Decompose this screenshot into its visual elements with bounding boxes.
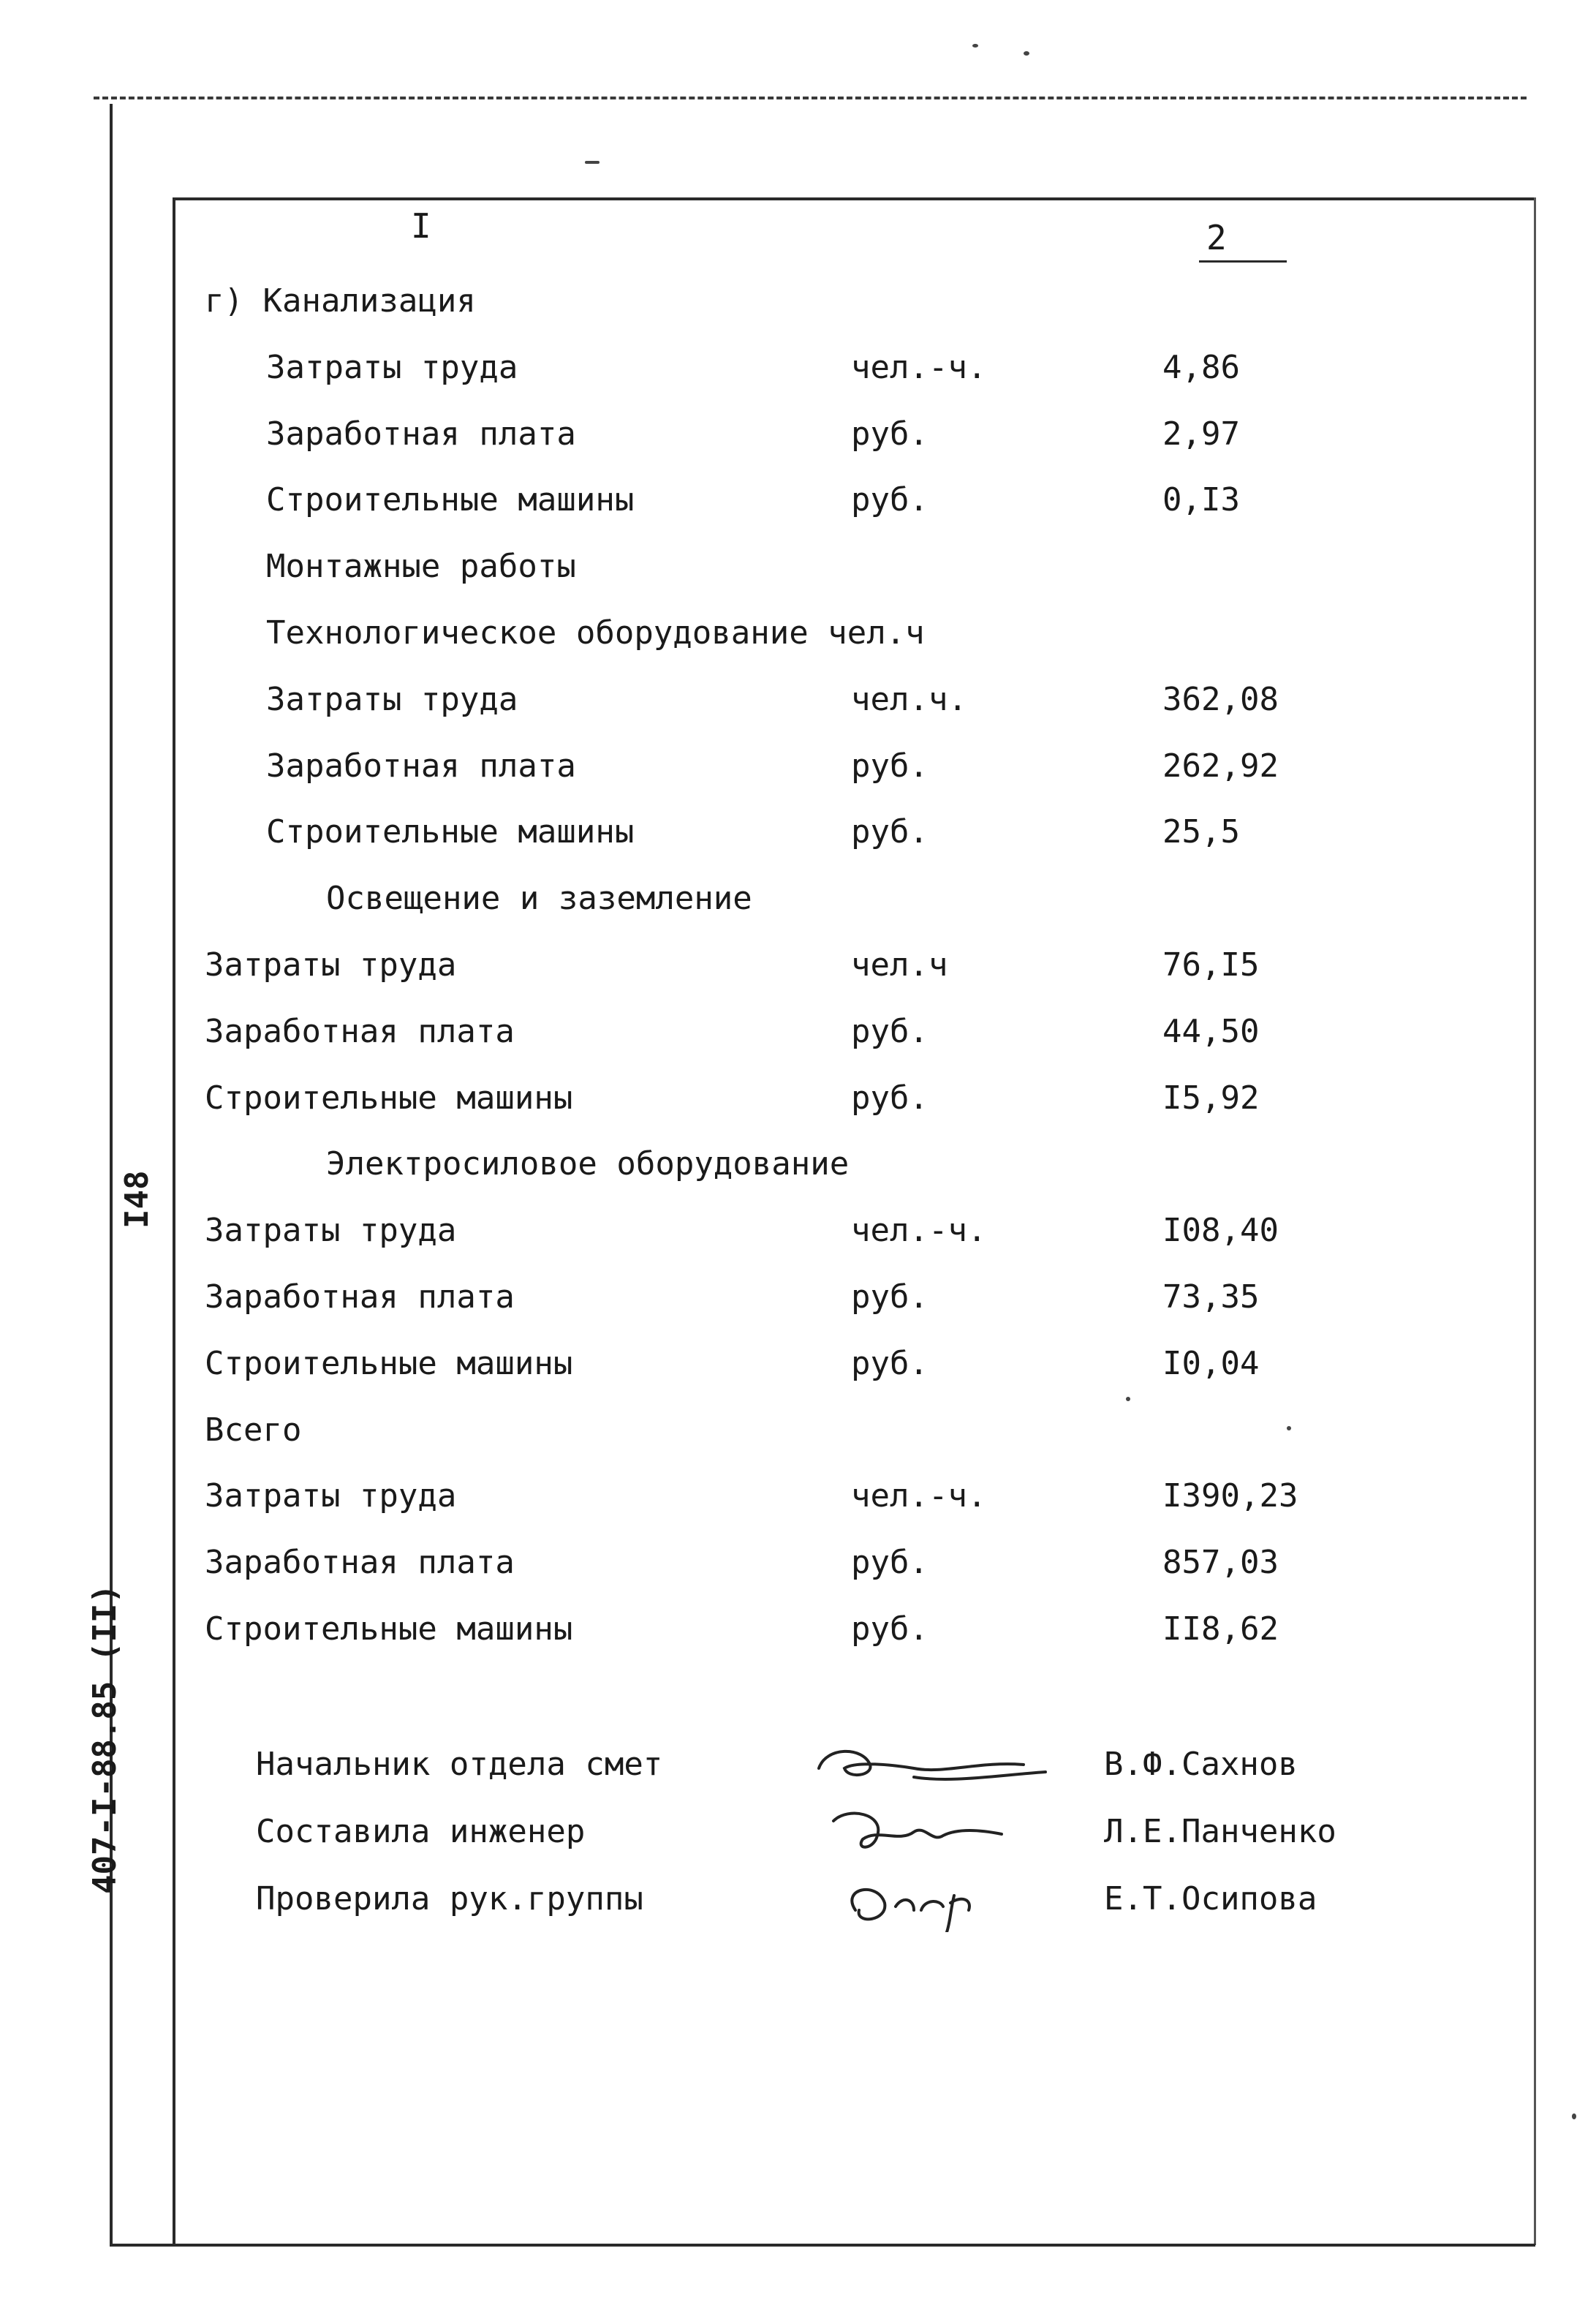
row-label: Заработная плата [266, 415, 576, 453]
scan-speck [1024, 51, 1029, 56]
column-header-1: I [411, 206, 431, 246]
signature-row [0, 1732, 1596, 1798]
table-row [0, 538, 1596, 596]
row-unit: руб. [851, 1079, 929, 1117]
row-label: Строительные машины [266, 481, 635, 519]
row-value: I390,23 [1162, 1477, 1298, 1515]
row-label: г) Канализация [205, 282, 476, 320]
row-unit: руб. [851, 1344, 929, 1382]
table-row [0, 1135, 1596, 1193]
row-label: Заработная плата [205, 1012, 515, 1050]
row-label: Затраты труда [205, 946, 457, 984]
row-label: Строительные машины [205, 1610, 573, 1648]
row-unit: руб. [851, 747, 929, 785]
handwritten-signature [804, 1732, 1067, 1798]
table-top-rule [173, 197, 1534, 200]
scan-edge-line [94, 97, 1527, 99]
row-unit: чел.ч [851, 946, 948, 984]
table-row [0, 870, 1596, 928]
row-value: 44,50 [1162, 1012, 1260, 1050]
signatory-name: Е.Т.Осипова [1104, 1880, 1317, 1917]
scan-speck [1572, 2113, 1576, 2119]
row-label: Строительные машины [205, 1079, 573, 1117]
table-row [0, 604, 1596, 663]
row-unit: чел.ч. [851, 680, 967, 718]
row-unit: руб. [851, 415, 929, 453]
margin-document-code: 407-I-88.85 (II) [86, 1584, 124, 1894]
signatory-name: Л.Е.Панченко [1104, 1813, 1336, 1850]
row-label: Затраты труда [205, 1477, 457, 1515]
row-value: 4,86 [1162, 348, 1240, 386]
scan-speck [585, 161, 600, 164]
table-row [0, 339, 1596, 397]
margin-page-number: I48 [118, 1170, 156, 1229]
table-row [0, 1335, 1596, 1393]
row-label: Строительные машины [266, 813, 635, 851]
table-row [0, 1467, 1596, 1526]
row-value: 362,08 [1162, 680, 1279, 718]
table-row [0, 471, 1596, 529]
row-unit: руб. [851, 1610, 929, 1648]
row-label: Всего [205, 1411, 302, 1449]
signatory-name: В.Ф.Сахнов [1104, 1746, 1298, 1783]
table-row [0, 936, 1596, 995]
row-unit: руб. [851, 1278, 929, 1316]
row-value: 262,92 [1162, 747, 1279, 785]
signatory-role: Начальник отдела смет [256, 1746, 663, 1783]
scan-speck [1287, 1426, 1291, 1430]
row-label: Заработная плата [266, 747, 576, 785]
row-unit: руб. [851, 813, 929, 851]
row-label: Заработная плата [205, 1278, 515, 1316]
row-label: Электросиловое оборудование [326, 1145, 850, 1183]
scan-speck [972, 44, 978, 48]
scan-speck [1126, 1397, 1130, 1401]
row-label: Затраты труда [266, 680, 518, 718]
signature-row [0, 1866, 1596, 1932]
handwritten-signature [804, 1866, 1067, 1932]
row-unit: чел.-ч. [851, 1212, 987, 1250]
row-value: I5,92 [1162, 1079, 1260, 1117]
column-header-underline [1199, 260, 1287, 263]
table-row [0, 1003, 1596, 1061]
row-value: 73,35 [1162, 1278, 1260, 1316]
row-label: Заработная плата [205, 1544, 515, 1582]
row-label: Строительные машины [205, 1344, 573, 1382]
row-label: Монтажные работы [266, 548, 576, 586]
table-row [0, 737, 1596, 796]
table-row [0, 272, 1596, 331]
row-unit: чел.-ч. [851, 348, 987, 386]
row-label: Технологическое оборудование чел.ч [266, 614, 925, 652]
row-value: 857,03 [1162, 1544, 1279, 1582]
handwritten-signature [804, 1799, 1067, 1865]
row-value: II8,62 [1162, 1610, 1279, 1648]
table-row [0, 671, 1596, 729]
signatory-role: Проверила рук.группы [256, 1880, 643, 1917]
row-value: I08,40 [1162, 1212, 1279, 1250]
row-unit: чел.-ч. [851, 1477, 987, 1515]
row-value: I0,04 [1162, 1344, 1260, 1382]
signature-row [0, 1799, 1596, 1865]
row-label: Освещение и заземление [326, 880, 752, 918]
row-value: 25,5 [1162, 813, 1240, 851]
table-row [0, 803, 1596, 861]
table-row [0, 1600, 1596, 1659]
column-header-2: 2 [1206, 218, 1227, 257]
row-unit: руб. [851, 1544, 929, 1582]
signatory-role: Составила инженер [256, 1813, 586, 1850]
row-value: 0,I3 [1162, 481, 1240, 519]
table-row [0, 405, 1596, 464]
row-label: Затраты труда [205, 1212, 457, 1250]
row-unit: руб. [851, 1012, 929, 1050]
table-row [0, 1069, 1596, 1128]
row-value: 2,97 [1162, 415, 1240, 453]
row-unit: руб. [851, 481, 929, 519]
table-row [0, 1534, 1596, 1592]
table-row [0, 1268, 1596, 1327]
table-row [0, 1202, 1596, 1260]
table-row [0, 1401, 1596, 1460]
row-label: Затраты труда [266, 348, 518, 386]
frame-bottom-border [110, 2244, 1535, 2247]
row-value: 76,I5 [1162, 946, 1260, 984]
